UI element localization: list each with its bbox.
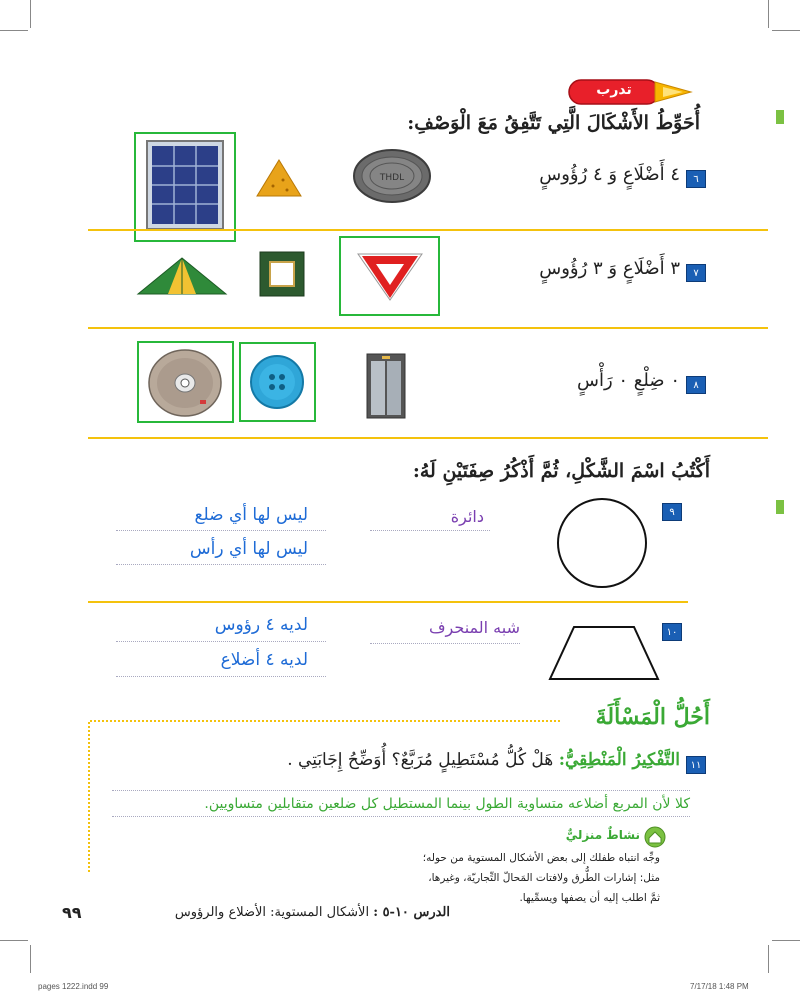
- home-activity-line: مثل: إشارات الطُّرق ولافتات المَحالّ التِّجاريّة، وغيرها،: [428, 872, 660, 884]
- property-answer: لديه ٤ أضلاع: [220, 650, 308, 670]
- question-number: ٦: [686, 170, 706, 188]
- circle-shape: [556, 497, 648, 589]
- solar-panel-image[interactable]: [146, 140, 224, 230]
- page-number: ٩٩: [62, 903, 82, 922]
- margin-tab: [776, 110, 784, 124]
- row-divider: [88, 437, 768, 439]
- question-number: ٨: [686, 376, 706, 394]
- lesson-title: الأشكال المستوية: الأضلاع والرؤوس: [174, 905, 370, 920]
- answer-line: [370, 530, 490, 531]
- answer-line: [370, 643, 520, 644]
- home-activity-title: نشاطٌ منزليٌّ: [565, 828, 640, 842]
- home-activity-line: وجِّه انتباه طفلك إلى بعض الأشكال المستوية من حوله؛: [422, 852, 660, 864]
- elevator-image[interactable]: [366, 353, 406, 419]
- property-answer: ليس لها أي رأس: [189, 539, 308, 559]
- square-frame-image[interactable]: [258, 250, 306, 298]
- practice-badge: [567, 78, 695, 106]
- row-divider: [88, 327, 768, 329]
- crop-mark: [772, 30, 800, 31]
- question-number: ٧: [686, 264, 706, 282]
- crop-mark: [0, 940, 28, 941]
- problem-solving-heading: أَحُلُّ الْمَسْأَلَةَ: [595, 704, 710, 730]
- problem-dotted-rule: [88, 722, 90, 872]
- button-image[interactable]: [249, 354, 305, 410]
- property-answer: لديه ٤ رؤوس: [214, 615, 308, 635]
- answer-line: [112, 790, 690, 791]
- crop-mark: [0, 30, 28, 31]
- crop-mark: [768, 945, 769, 973]
- tent-image[interactable]: [136, 256, 228, 296]
- crop-mark: [772, 940, 800, 941]
- manhole-cover-image[interactable]: [352, 148, 432, 204]
- row-divider: [88, 601, 688, 603]
- answer-line: [116, 564, 326, 565]
- question-number: ١١: [686, 756, 706, 774]
- practice-badge-label: تدرب: [596, 82, 632, 98]
- row-description: ٤ أَضْلَاعٍ وَ ٤ رُؤُوسٍ: [539, 164, 680, 185]
- row-divider: [88, 229, 768, 231]
- problem-question: [230, 750, 680, 770]
- home-activity-icon: [644, 826, 666, 848]
- answer-line: [112, 816, 690, 817]
- answer-line: [116, 676, 326, 677]
- yield-sign-image[interactable]: [352, 250, 428, 302]
- problem-answer: كلا لأن المربع أضلاعه متساوية الطول بينما المستطيل كل ضلعين متقابلين متساويين.: [204, 796, 690, 812]
- manhole-text: THDL: [379, 173, 405, 183]
- shape-name-answer: دائرة: [450, 507, 484, 526]
- slug-right: 7/17/18 1:48 PM: [690, 982, 749, 991]
- problem-dotted-rule: [90, 720, 560, 722]
- home-activity-line: ثمَّ اطلب إليه أن يصفها ويسمِّيها.: [519, 892, 660, 904]
- property-answer: ليس لها أي ضلع: [194, 505, 308, 525]
- margin-tab: [776, 500, 784, 514]
- problem-label: التَّفْكِيرُ الْمَنْطِقِيُّ:: [558, 750, 680, 770]
- trapezoid-shape: [548, 625, 660, 681]
- answer-line: [116, 641, 326, 642]
- answer-line: [116, 530, 326, 531]
- triangle-image[interactable]: [255, 158, 303, 198]
- problem-text: هَلْ كُلُّ مُسْتَطِيلٍ مُرَبَّعٌ؟ أُوَضِّحُ إِجَابَتِي .: [287, 750, 554, 770]
- lesson-footer: [150, 905, 450, 920]
- lesson-label: الدرس ١٠-٥ :: [373, 905, 450, 920]
- row-description: ٣ أَضْلَاعٍ وَ ٣ رُؤُوسٍ: [539, 258, 680, 279]
- question-number: ٩: [662, 503, 682, 521]
- slug-left: pages 1222.indd 99: [38, 982, 109, 991]
- row-description: ٠ ضِلْعٍ ٠ رَأْسٍ: [576, 370, 680, 391]
- cd-image[interactable]: [146, 348, 224, 418]
- crop-mark: [30, 945, 31, 973]
- crop-mark: [768, 0, 769, 28]
- crop-mark: [30, 0, 31, 28]
- shape-name-answer: شبه المنحرف: [428, 618, 520, 637]
- section1-instruction: أُحَوِّطُ الأَشْكَالَ الَّتِي تَتَّفِقُ مَعَ الْوَصْفِ:: [407, 112, 700, 134]
- section2-instruction: أَكْتُبُ اسْمَ الشَّكْلِ، ثُمَّ أَذْكُرُ صِفَتَيْنِ لَهُ:: [412, 460, 710, 482]
- question-number: ١٠: [662, 623, 682, 641]
